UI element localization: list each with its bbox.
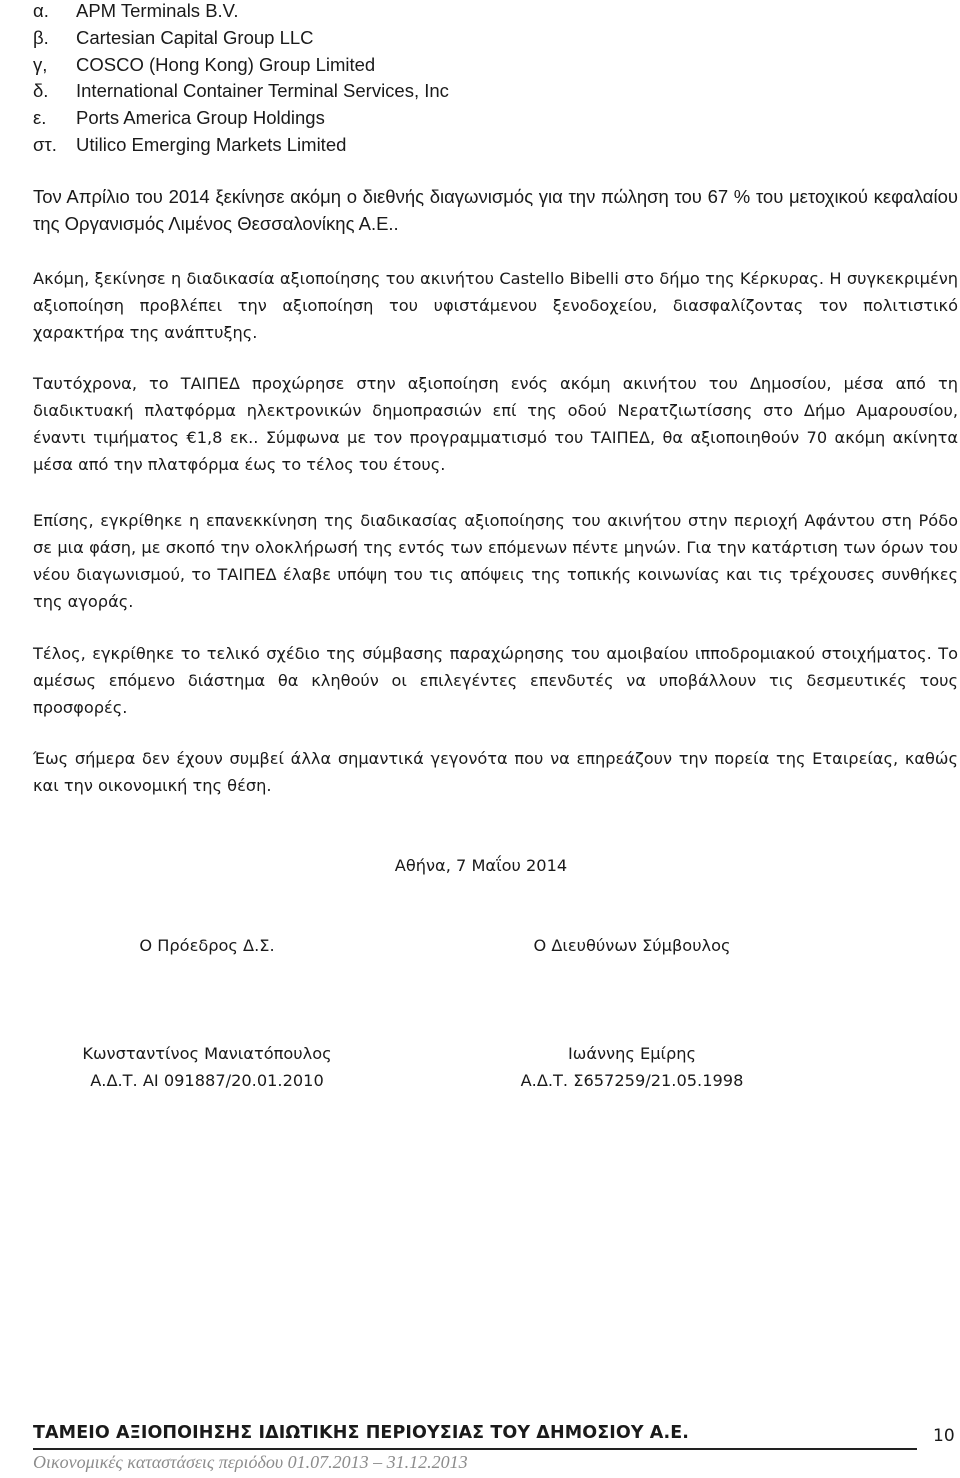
list-item-text: COSCO (Hong Kong) Group Limited <box>76 53 376 75</box>
list-item <box>33 25 933 52</box>
list-marker: στ. <box>33 133 57 155</box>
list-marker: ε. <box>33 107 47 129</box>
footer-title: ΤΑΜΕΙΟ ΑΞΙΟΠΟΙΗΣΗΣ ΙΔΙΩΤΙΚΗΣ ΠΕΡΙΟΥΣΙΑΣ ΤΟΥ ΔΗΜΟΣΙΟΥ Α.Ε. <box>33 1423 689 1443</box>
ceo-id: Α.Δ.Τ. Σ657259/21.05.1998 <box>520 1071 744 1090</box>
ceo-role: Ο Διευθύνων Σύμβουλος <box>533 936 731 955</box>
paragraph-no-other-events: Έως σήμερα δεν έχουν συμβεί άλλα σημαντικά γεγονότα που να επηρεάζουν την πορεία της Εταιρείας, καθώς και την οικονομική της θέση. <box>33 749 958 795</box>
list-item <box>33 0 933 25</box>
list-item-text: Utilico Emerging Markets Limited <box>76 133 347 155</box>
chairman-role: Ο Πρόεδρος Δ.Σ. <box>139 936 275 955</box>
list-item <box>33 78 933 105</box>
paragraph-thessaloniki-port: Τον Απρίλιο του 2014 ξεκίνησε ακόμη ο διεθνής διαγωνισμός για την πώληση του 67 % του μετοχικού κεφαλαίου της Οργανισμός Λιμένος Θεσσαλονίκης Α.Ε.. <box>33 186 958 234</box>
list-item <box>33 105 933 132</box>
footer-divider <box>33 1448 917 1450</box>
page-number: 10 <box>933 1426 955 1446</box>
chairman-name: Κωνσταντίνος Μανιατόπουλος <box>82 1044 332 1063</box>
ceo-name: Ιωάννης Εμίρης <box>567 1044 697 1063</box>
paragraph-castello-bibelli: Ακόμη, ξεκίνησε η διαδικασία αξιοποίησης του ακινήτου Castello Bibelli στο δήμο της Κέρκυρας. Η συγκεκριμένη αξιοποίηση προβλέπει την αξιοποίηση του υφιστάμενου ξενοδοχείου, διασφαλίζοντας τον πολιτιστικό χαρακτήρα της ανάπτυξης. <box>33 269 958 342</box>
list-item-text: International Container Terminal Services, Inc <box>76 80 449 102</box>
chairman-id: Α.Δ.Τ. ΑΙ 091887/20.01.2010 <box>90 1071 324 1090</box>
paragraph-e-auction: Ταυτόχρονα, το ΤΑΙΠΕΔ προχώρησε στην αξιοποίηση ενός ακόμη ακινήτου του Δημοσίου, μέσα από τη διαδικτυακή πλατφόρμα ηλεκτρονικών δημοπρασιών επί της οδού Νερατζιωτίσσης στο Δήμο Αμαρουσίου, έναντι τιμήματος €1,8 εκ.. Σύμφωνα με τον προγραμματισμό του ΤΑΙΠΕΔ, θα αξιοποιηθούν 70 ακόμη ακίνητα μέσα από την πλατφόρμα έως το τέλος του έτους. <box>33 374 958 474</box>
list-item-text: Ports America Group Holdings <box>76 107 325 129</box>
list-item-text: Cartesian Capital Group LLC <box>76 26 314 48</box>
list-marker: γ, <box>33 53 48 75</box>
list-item-text: APM Terminals B.V. <box>76 0 239 21</box>
shareholder-list <box>33 0 933 159</box>
list-marker: δ. <box>33 80 49 102</box>
paragraph-afantou-rhodes: Επίσης, εγκρίθηκε η επανεκκίνηση της διαδικασίας αξιοποίησης του ακινήτου στην περιοχή Αφάντου στη Ρόδο σε μια φάση, με σκοπό την ολοκλήρωσή της εντός των επόμενων πέντε μηνών. Για την κατάρτιση των όρων του νέου διαγωνισμού, το ΤΑΙΠΕΔ έλαβε υπόψη του τις απόψεις της τοπικής κοινωνίας και τις τρέχουσες συνθήκες της αγοράς. <box>33 511 958 611</box>
list-marker: β. <box>33 26 49 48</box>
list-item <box>33 52 933 79</box>
place-date: Αθήνα, 7 Μαΐου 2014 <box>394 856 568 875</box>
footer-subtitle: Οικονομικές καταστάσεις περιόδου 01.07.2013 – 31.12.2013 <box>33 1452 468 1472</box>
list-item <box>33 132 933 159</box>
paragraph-betting-concession: Τέλος, εγκρίθηκε το τελικό σχέδιο της σύμβασης παραχώρησης του αμοιβαίου ιπποδρομιακού στοιχήματος. Το αμέσως επόμενο διάστημα θα κληθούν οι επιλεγέντες επενδυτές να υποβάλλουν τις δεσμευτικές τους προσφορές. <box>33 644 958 717</box>
list-marker: α. <box>33 0 49 21</box>
